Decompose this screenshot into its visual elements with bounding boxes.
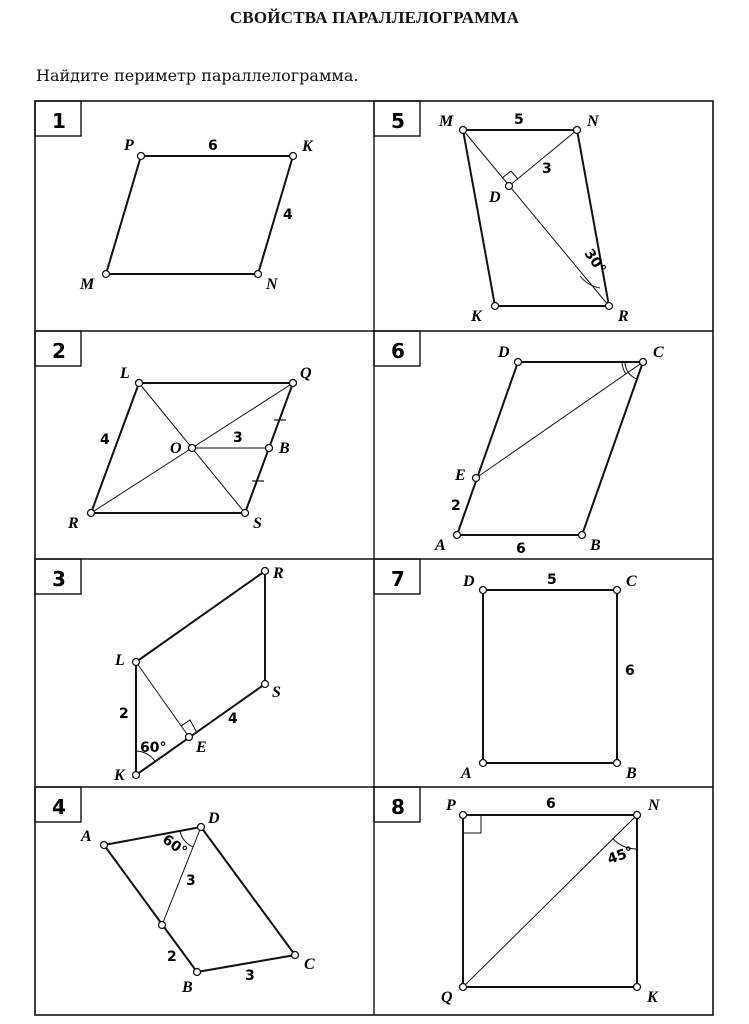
vertex-label: N	[648, 797, 660, 814]
side-length: 3	[245, 968, 255, 984]
vertex-label: L	[115, 652, 125, 669]
vertex-label: C	[653, 344, 664, 361]
side-length: 5	[514, 112, 524, 128]
vertex-label: Q	[300, 365, 312, 382]
side-length: 2	[119, 706, 129, 722]
vertex-label: B	[626, 765, 637, 782]
problem-6	[391, 339, 664, 557]
parallelogram	[457, 362, 643, 535]
side-length: 6	[546, 796, 556, 812]
vertex-label: D	[489, 189, 501, 206]
problem-number: 8	[391, 795, 405, 819]
side-length: 5	[547, 572, 557, 588]
vertex-label: C	[626, 573, 637, 590]
vertex-label: K	[647, 989, 658, 1006]
side-length: 4	[283, 207, 293, 223]
vertex-label: K	[302, 138, 313, 155]
vertex-label: D	[463, 573, 475, 590]
vertex-label: O	[170, 440, 182, 457]
vertex-label: R	[273, 565, 284, 582]
segment-length: 2	[451, 498, 461, 514]
problem-2	[52, 339, 312, 532]
problem-number: 6	[391, 339, 405, 363]
angle-value: 45°	[605, 843, 636, 868]
problem-number: 5	[391, 109, 405, 133]
vertex-label: A	[81, 828, 92, 845]
vertex-label: B	[590, 537, 601, 554]
side-length: 4	[100, 432, 110, 448]
side-length: 6	[208, 138, 218, 154]
rectangle	[483, 590, 617, 763]
vertex-label: E	[455, 467, 466, 484]
problem-1	[52, 109, 314, 293]
vertex-label: N	[587, 113, 599, 130]
vertex-label: S	[253, 515, 262, 532]
vertex-label: B	[182, 979, 193, 996]
vertex-label: K	[471, 308, 482, 325]
problem-number: 2	[52, 339, 66, 363]
side-length: 6	[516, 541, 526, 557]
vertex-label: Q	[441, 989, 453, 1006]
task-text: Найдите периметр параллелограмма.	[36, 66, 359, 85]
vertex-label: D	[498, 344, 510, 361]
page-title: СВОЙСТВА ПАРАЛЛЕЛОГРАММА	[229, 8, 520, 27]
segment-length: 3	[186, 873, 196, 889]
segment-length: 4	[228, 711, 238, 727]
vertex-label: A	[461, 765, 472, 782]
vertex-label: A	[435, 537, 446, 554]
problem-number: 1	[52, 109, 66, 133]
segment-length: 3	[233, 430, 243, 446]
vertex-label: B	[279, 440, 290, 457]
angle-value: 30°	[580, 246, 609, 278]
problem-number: 4	[52, 795, 66, 819]
problem-number: 3	[52, 567, 66, 591]
side-length: 6	[625, 663, 635, 679]
problem-8	[391, 795, 661, 1006]
segment-length: 3	[542, 161, 552, 177]
vertex-label: P	[446, 797, 456, 814]
vertex-label: P	[124, 137, 134, 154]
vertex-label: L	[120, 365, 130, 382]
problem-number: 7	[391, 567, 405, 591]
vertex-label: R	[618, 308, 629, 325]
vertex-label: N	[266, 276, 278, 293]
segment-length: 2	[167, 949, 177, 965]
angle-value: 60°	[159, 831, 190, 860]
vertex-label: M	[80, 276, 95, 293]
vertex-label: C	[304, 956, 315, 973]
problem-4	[52, 795, 315, 996]
problem-7	[391, 567, 637, 782]
vertex-label: E	[196, 739, 207, 756]
angle-value: 60°	[140, 740, 167, 756]
vertex-label: R	[68, 515, 79, 532]
vertex-label: S	[272, 684, 281, 701]
problem-3	[52, 565, 284, 784]
problem-5	[391, 109, 629, 325]
parallelogram	[104, 827, 295, 972]
vertex-label: K	[114, 767, 125, 784]
vertex-label: M	[439, 113, 454, 130]
vertex-label: D	[208, 810, 220, 827]
parallelogram	[106, 156, 293, 274]
